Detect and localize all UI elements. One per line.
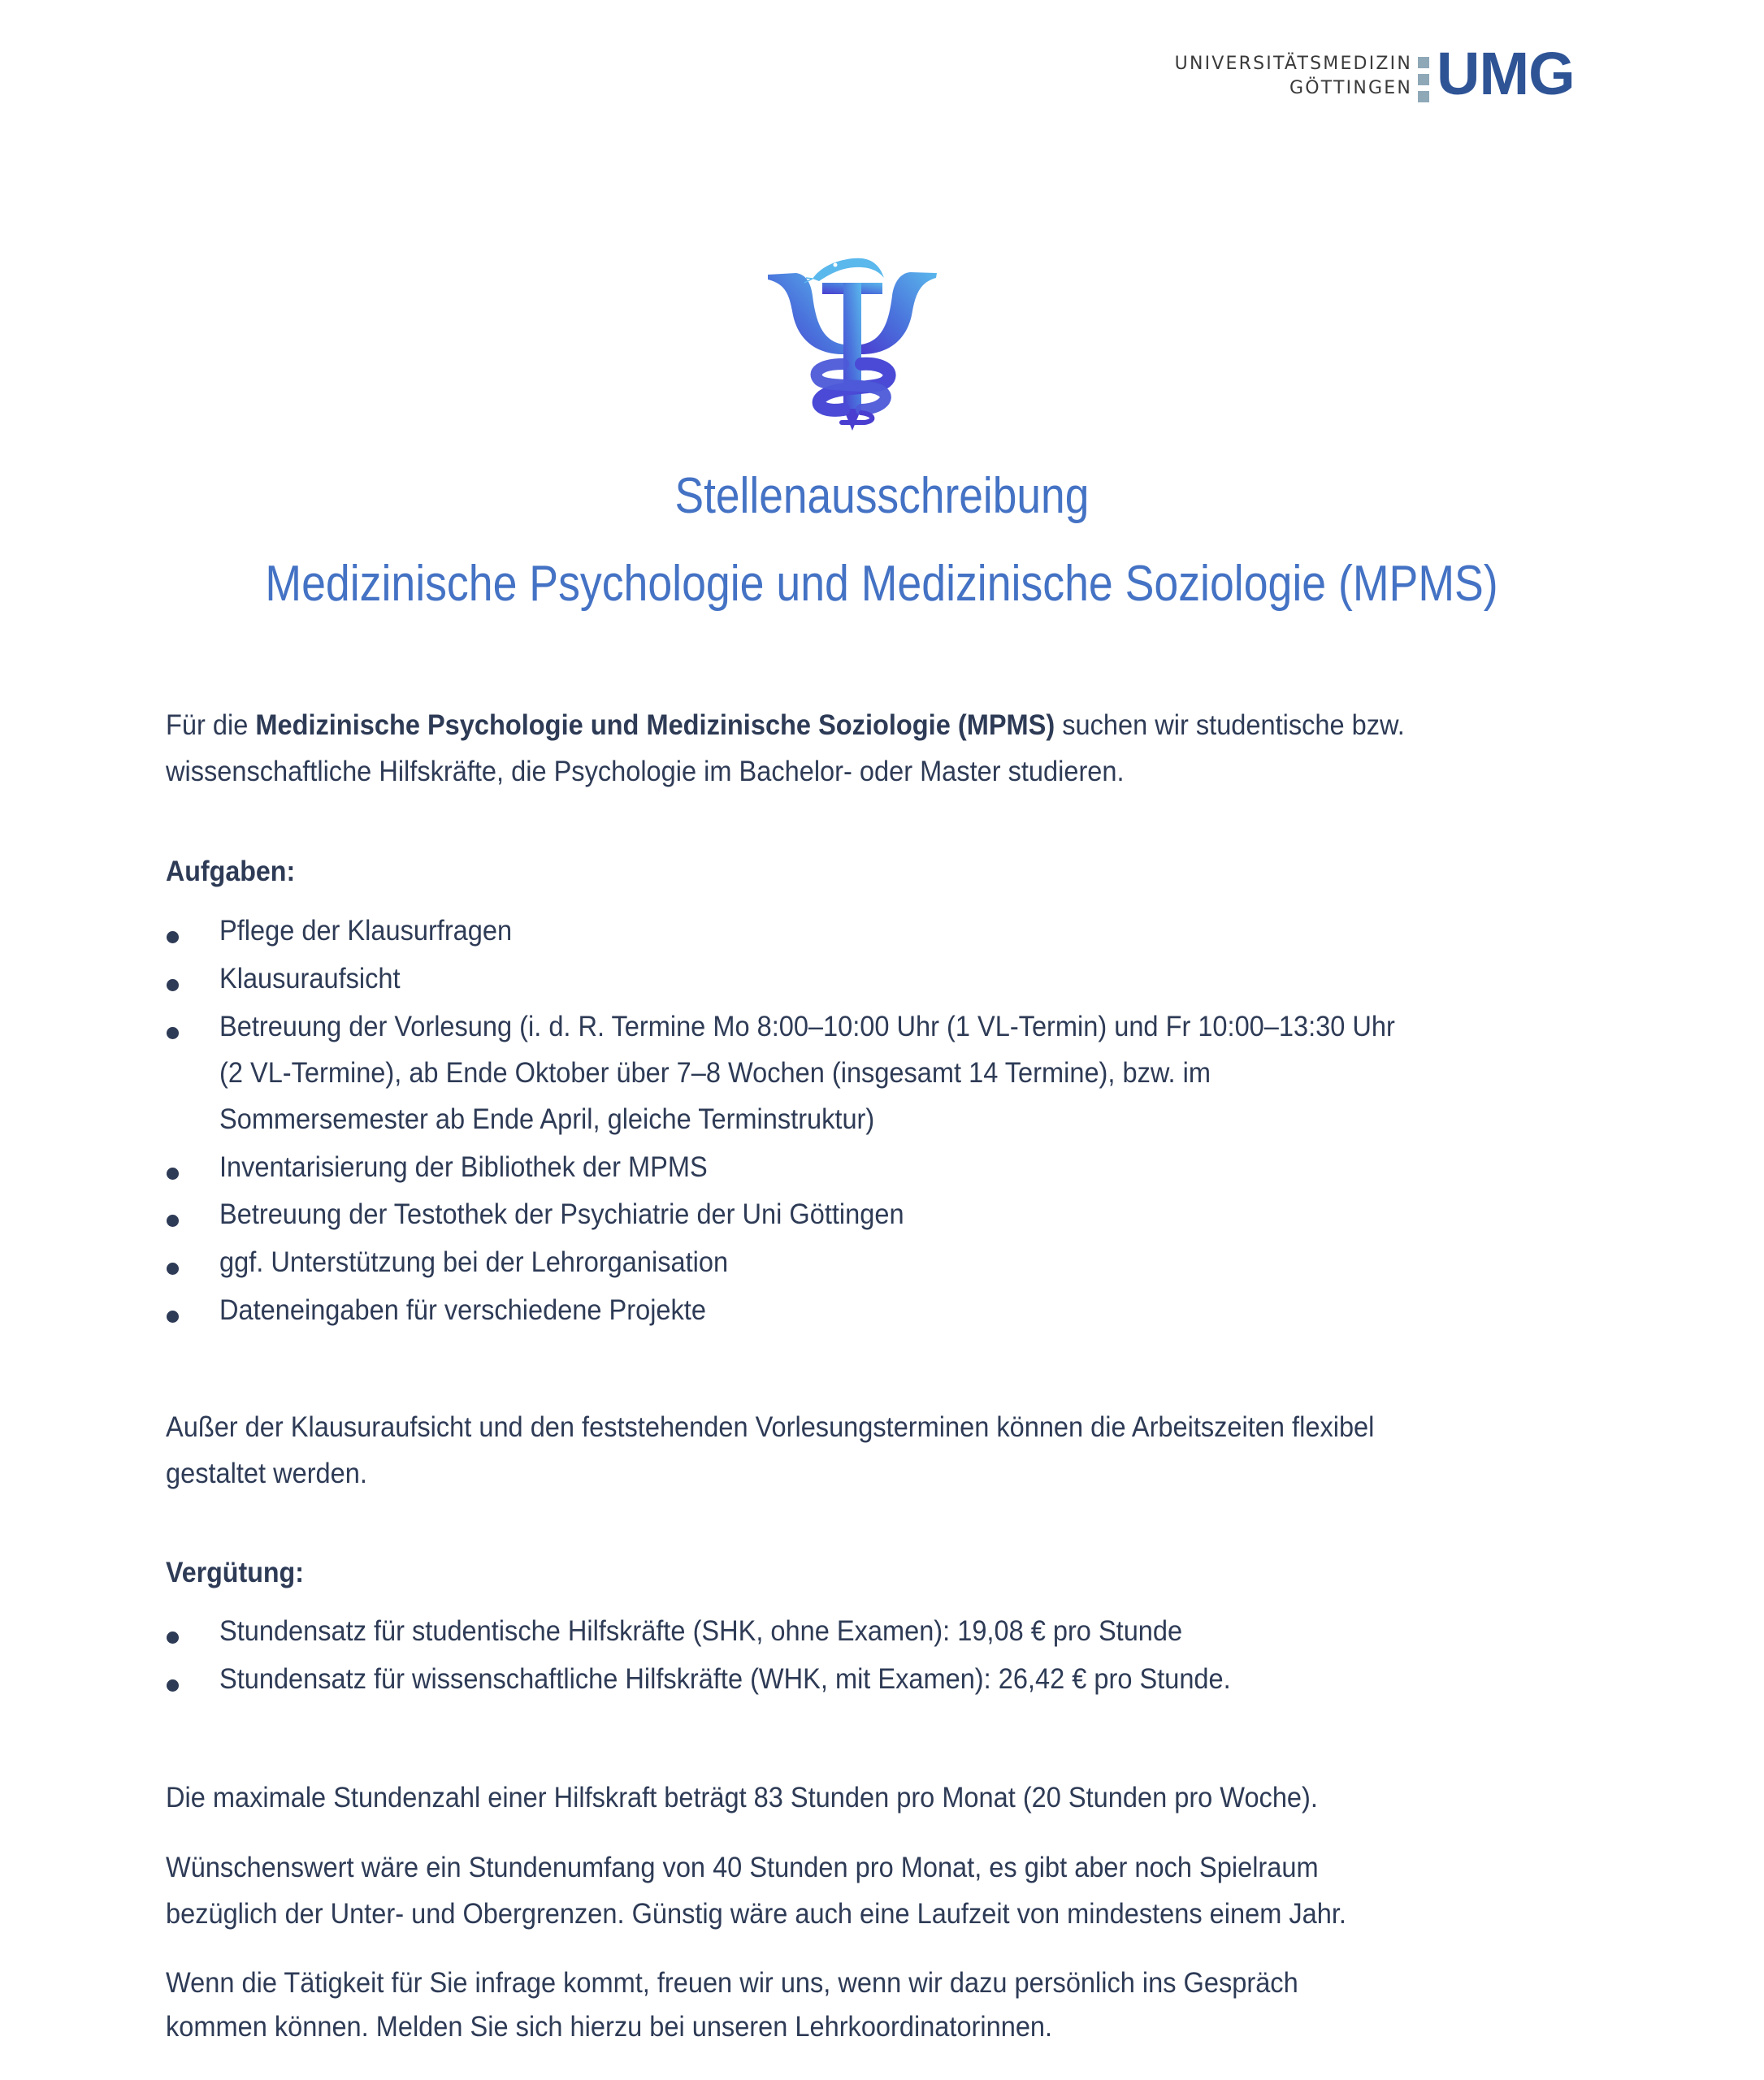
hours-desired-text-1: Wünschenswert wäre ein Stundenumfang von 40 Stunden pro Monat, es gibt aber noch Spielraum [166,1852,1319,1883]
psi-with-serpent-icon [764,242,943,433]
list-item-text: ggf. Unterstützung bei der Lehrorganisation [219,1246,729,1278]
logo-line-goettingen: GÖTTINGEN [1289,78,1412,98]
hours-desired-text-2: bezüglich der Unter- und Obergrenzen. Günstig wäre auch eine Laufzeit von mindestens einem Jahr. [166,1898,1346,1930]
intro-line-1 [166,711,1498,739]
pay-heading [166,1558,316,1587]
tasks-heading-text: Aufgaben: [166,856,296,887]
bullet-icon [167,979,179,991]
hours-max [166,1783,1405,1812]
hours-desired-line-2 [166,1900,1435,1928]
pay-item-shk: Stundensatz für studentische Hilfskräfte (SHK, ohne Examen): 19,08 € pro Stunde [219,1615,1183,1647]
flex-note-text-2: gestaltet werden. [166,1458,367,1489]
hours-desired-line-1 [166,1853,1405,1882]
page-subtitle [0,556,1764,612]
bullet-icon [167,1168,179,1180]
flex-note-line-1 [166,1413,1465,1441]
tasks-heading [166,857,306,886]
logo-squares-icon [1418,57,1429,102]
bullet-icon [167,1215,179,1227]
flex-note-line-2 [166,1459,383,1488]
list-item-text: Betreuung der Vorlesung (i. d. R. Termine Mo 8:00–10:00 Uhr (1 VL-Termin) und Fr 10:00–13:30 Uhr [219,1011,1395,1042]
bullet-icon [167,931,179,943]
bullet-icon [167,1311,179,1323]
umg-logo [1174,40,1575,107]
pay-heading-text: Vergütung: [166,1557,304,1588]
page-subtitle-text: Medizinische Psychologie und Medizinische Soziologie (MPMS) [265,556,1499,612]
page-title-text: Stellenausschreibung [674,468,1090,524]
bullet-icon [167,1263,179,1275]
pay-item-whk: Stundensatz für wissenschaftliche Hilfskräfte (WHK, mit Examen): 26,42 € pro Stunde. [219,1663,1231,1695]
bullet-icon [167,1679,179,1692]
bullet-icon [167,1027,179,1039]
closing-text-1: Wenn die Tätigkeit für Sie infrage kommt, freuen wir uns, wenn wir dazu persönlich ins Gespräch [166,1967,1298,1999]
closing-line-1 [166,1969,1384,1997]
list-item-text: Dateneingaben für verschiedene Projekte [219,1294,706,1326]
list-item-text: Inventarisierung der Bibliothek der MPMS [219,1151,708,1183]
hours-max-text: Die maximale Stundenzahl einer Hilfskraft beträgt 83 Stunden pro Monat (20 Stunden pro Woche). [166,1782,1318,1814]
closing-text-2: kommen können. Melden Sie sich hierzu bei unseren Lehrkoordinatorinnen. [166,2011,1053,2043]
intro-lead: Für die [166,709,256,741]
list-item-text: Pflege der Klausurfragen [219,915,513,947]
intro-line-2-text: wissenschaftliche Hilfskräfte, die Psychologie im Bachelor- oder Master studieren. [166,756,1125,787]
logo-line-universitaetsmedizin: UNIVERSITÄTSMEDIZIN [1174,54,1412,74]
intro-line-2 [166,757,1196,786]
list-item-text: (2 VL-Termine), ab Ende Oktober über 7–8 Wochen (insgesamt 14 Termine), bzw. im [219,1057,1211,1089]
intro-rest: suchen wir studentische bzw. [1055,709,1405,741]
list-item-text: Sommersemester ab Ende April, gleiche Terminstruktur) [219,1103,875,1135]
logo-wordmark: UMG [1437,40,1575,107]
closing-line-2 [166,2013,1119,2041]
list-item-text: Betreuung der Testothek der Psychiatrie der Uni Göttingen [219,1198,904,1230]
flex-note-text-1: Außer der Klausuraufsicht und den feststehenden Vorlesungsterminen können die Arbeitszeiten flexibel [166,1411,1375,1443]
intro-bold-department: Medizinische Psychologie und Medizinische Soziologie (MPMS) [255,709,1055,741]
bullet-icon [167,1632,179,1644]
page-title [0,468,1764,524]
list-item-text: Klausuraufsicht [219,963,401,994]
